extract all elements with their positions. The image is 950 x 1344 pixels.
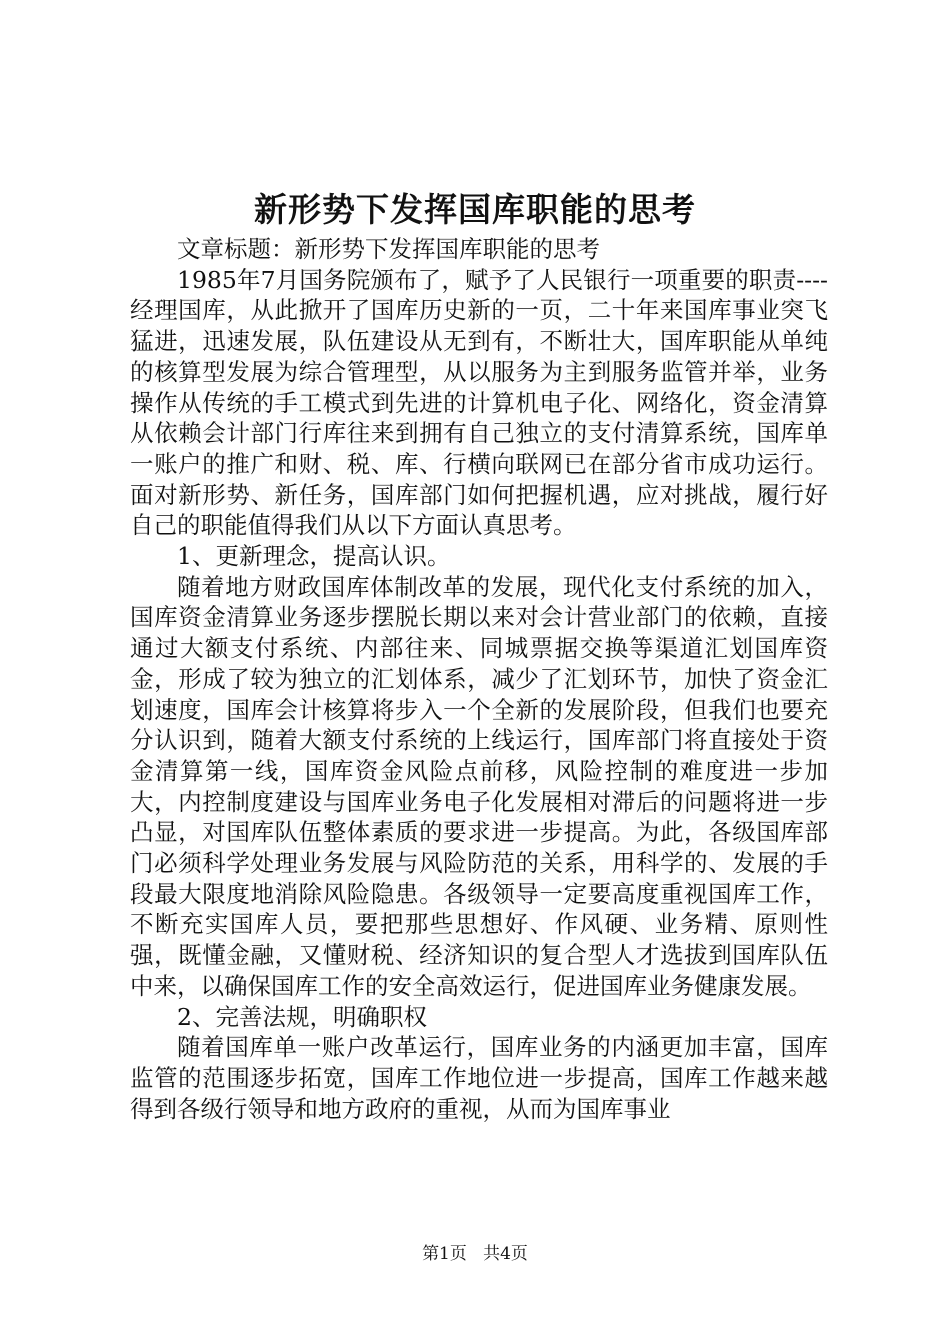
footer-spacer	[472, 1244, 477, 1264]
page-total: 共4页	[483, 1244, 528, 1264]
page-number: 第1页	[422, 1244, 467, 1264]
section-1-paragraph: 随着地方财政国库体制改革的发展，现代化支付系统的加入，国库资金清算业务逐步摆脱长期以来对会计营业部门的依赖，直接通过大额支付系统、内部往来、同城票据交换等渠道汇划国库资金，形成了较为独立的汇划体系，减少了汇划环节，加快了资金汇划速度，国库会计核算将步入一个全新的发展阶段，但我们也要充分认识到，随着大额支付系统的上线运行，国库部门将直接处于资金清算第一线，国库资金风险点前移，风险控制的难度进一步加大，内控制度建设与国库业务电子化发展相对滞后的问题将进一步凸显，对国库队伍整体素质的要求进一步提高。为此，各级国库部门必须科学处理业务发展与风险防范的关系，用科学的、发展的手段最大限度地消除风险隐患。各级领导一定要高度重视国库工作，不断充实国库人员，要把那些思想好、作风硬、业务精、原则性强，既懂金融，又懂财税、经济知识的复合型人才选拔到国库队伍中来，以确保国库工作的安全高效运行，促进国库业务健康发展。	[130, 572, 828, 1000]
intro-paragraph: 1985年7月国务院颁布了，赋予了人民银行一项重要的职责----经理国库，从此掀开了国库历史新的一页，二十年来国库事业突飞猛进，迅速发展，队伍建设从无到有，不断壮大，国库职能从单纯的核算型发展为综合管理型，从以服务为主到服务监管并举，业务操作从传统的手工模式到先进的计算机电子化、网络化，资金清算从依赖会计部门行库往来到拥有自己独立的支付清算系统，国库单一账户的推广和财、税、库、行横向联网已在部分省市成功运行。面对新形势、新任务，国库部门如何把握机遇，应对挑战，履行好自己的职能值得我们从以下方面认真思考。	[130, 265, 828, 540]
document-body	[130, 234, 828, 1124]
section-heading-2: 2、完善法规，明确职权	[177, 1002, 427, 1031]
section-heading-1: 1、更新理念，提高认识。	[177, 542, 451, 571]
section-2-paragraph: 随着国库单一账户改革运行，国库业务的内涵更加丰富，国库监管的范围逐步拓宽，国库工作地位进一步提高，国库工作越来越得到各级行领导和地方政府的重视，从而为国库事业	[130, 1033, 828, 1123]
document-title: 新形势下发挥国库职能的思考	[254, 190, 696, 229]
article-heading-line: 文章标题：新形势下发挥国库职能的思考	[177, 235, 600, 263]
page-footer	[0, 1242, 950, 1266]
